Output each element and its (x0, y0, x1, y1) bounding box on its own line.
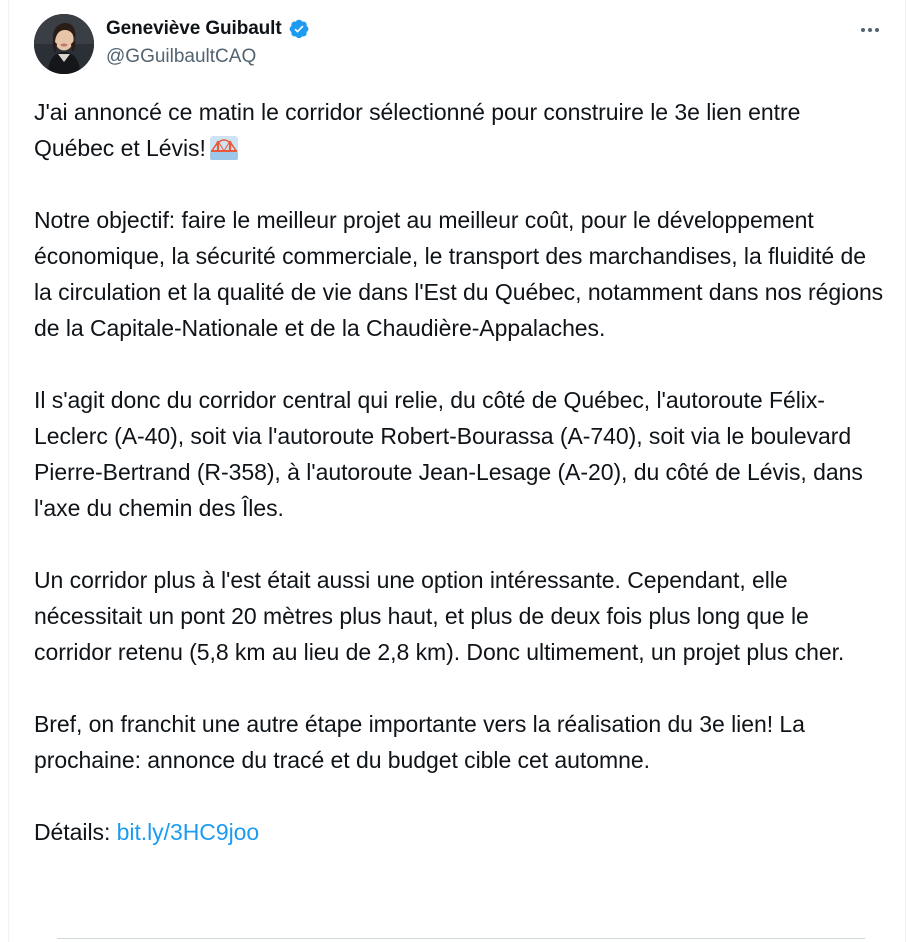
paragraph-5: Bref, on franchit une autre étape importante vers la réalisation du 3e lien! La prochaine: annonce du tracé et du budget cible cet automne. (34, 711, 805, 773)
paragraph-4: Un corridor plus à l'est était aussi une option intéressante. Cependant, elle nécessitait un pont 20 mètres plus haut, et plus de deux fois plus long que le corridor retenu (5,8 km au lieu de 2,8 km). Donc ultimement, un projet plus cher. (34, 567, 845, 665)
divider (57, 938, 865, 939)
paragraph-3: Il s'agit donc du corridor central qui relie, du côté de Québec, l'autoroute Félix-Leclerc (A-40), soit via l'autoroute Robert-Bourassa (A-740), soit via le boulevard Pierre-Bertrand (R-358), à l'autoroute Jean-Lesage (A-20), du côté de Lévis, dans l'axe du chemin des Îles. (34, 387, 863, 521)
paragraph-1 (34, 94, 884, 166)
tweet-text (34, 94, 884, 850)
details-label: Détails: (34, 819, 111, 845)
paragraph-1-text: J'ai annoncé ce matin le corridor sélectionné pour construire le 3e lien entre Québec et Lévis! (34, 99, 801, 161)
more-options-icon[interactable] (854, 18, 886, 42)
paragraph-2: Notre objectif: faire le meilleur projet au meilleur coût, pour le développement économique, la sécurité commerciale, le transport des marchandises, la fluidité de la circulation et la qualité de vie dans l'Est du Québec, notamment dans nos régions de la Capitale-Nationale et de la Chaudière-Appalaches. (34, 207, 884, 341)
handle[interactable]: @GGuilbaultCAQ (106, 46, 257, 67)
profile-photo-icon (34, 14, 94, 74)
display-name[interactable]: Geneviève Guibault (106, 18, 282, 39)
author-names (106, 16, 310, 68)
details-line (34, 814, 884, 850)
bridge-at-night-emoji-icon (209, 135, 239, 161)
tweet-card (8, 0, 906, 942)
verified-badge-icon[interactable] (288, 18, 310, 40)
details-link[interactable]: bit.ly/3HC9joo (116, 819, 260, 845)
tweet-header (34, 14, 894, 76)
avatar[interactable] (34, 14, 94, 74)
